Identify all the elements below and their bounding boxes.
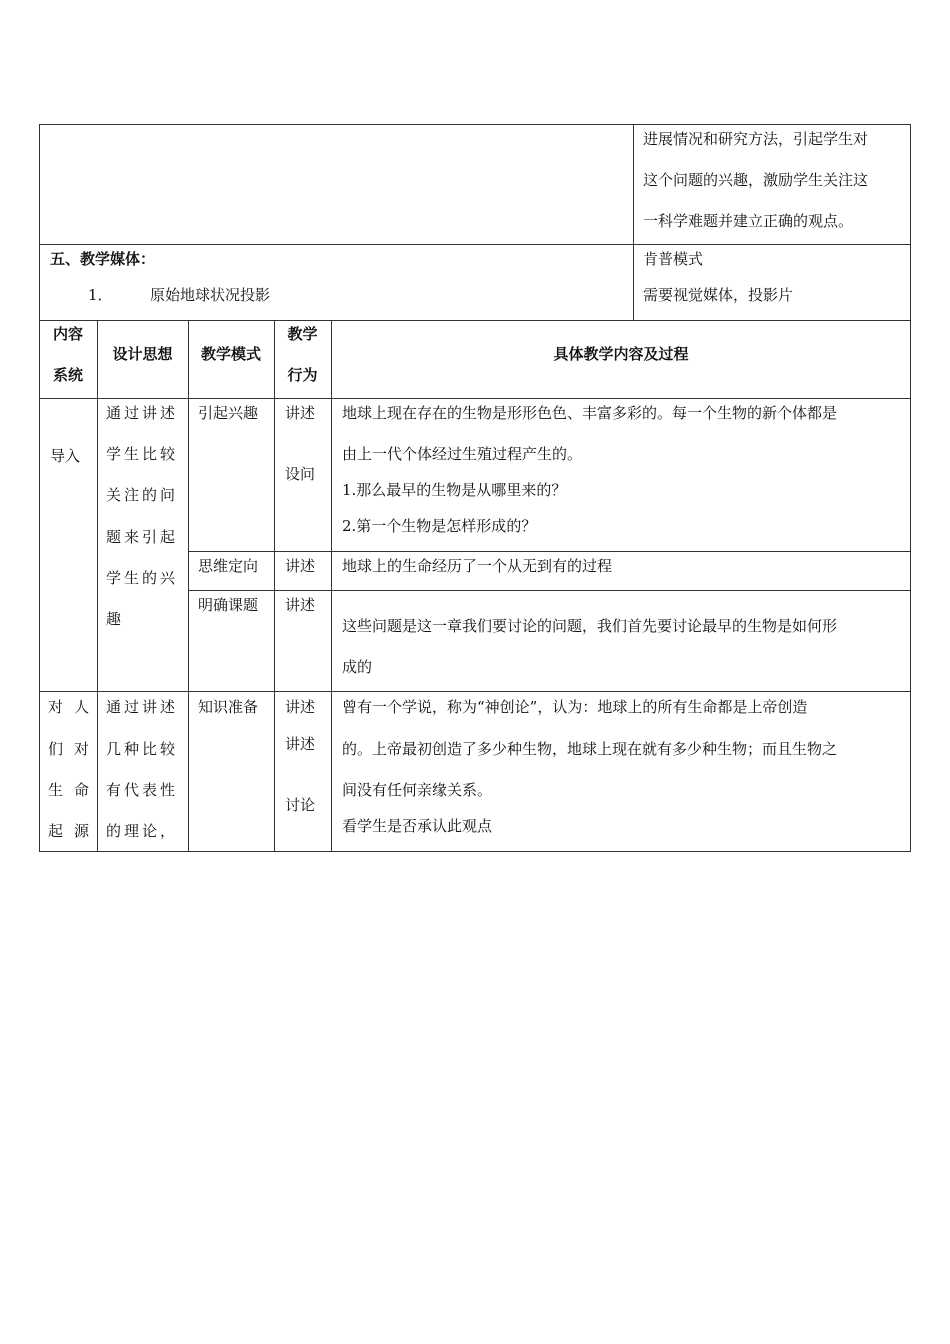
content-line: 地球上的生命经历了一个从无到有的过程 xyxy=(342,557,613,575)
media-heading: 五、教学媒体： xyxy=(50,250,156,268)
design-line: 趣 xyxy=(106,610,122,628)
behavior-narrate: 讲述 xyxy=(285,735,316,753)
top-right-line: 进展情况和研究方法，引起学生对 xyxy=(643,130,869,148)
design-line: 几种比较 xyxy=(106,740,179,758)
mode-arouse-interest: 引起兴趣 xyxy=(198,404,259,422)
mode-thinking-orientation: 思维定向 xyxy=(198,557,259,575)
top-col-divider xyxy=(633,124,634,321)
design-line: 学生比较 xyxy=(106,445,179,463)
system-line: 生命 xyxy=(48,781,101,799)
content-line: 看学生是否承认此观点 xyxy=(342,817,493,835)
top-row-divider xyxy=(39,244,911,245)
header-teaching-behavior: 行为 xyxy=(287,366,318,384)
behavior-discuss: 讨论 xyxy=(285,796,316,814)
system-line: 们对 xyxy=(48,740,101,758)
content-line: 曾有一个学说，称为“神创论”，认为：地球上的所有生命都是上帝创造 xyxy=(342,698,808,716)
header-teaching-behavior: 教学 xyxy=(287,325,318,343)
header-teaching-mode: 教学模式 xyxy=(200,345,261,363)
system-line: 对人 xyxy=(48,698,101,716)
content-line: 由上一代个体经过生殖过程产生的。 xyxy=(342,445,583,463)
content-line: 1.那么最早的生物是从哪里来的？ xyxy=(342,481,567,499)
row-line-b xyxy=(188,590,911,591)
col-line-3 xyxy=(274,320,275,851)
header-design-idea: 设计思想 xyxy=(112,345,173,363)
behavior-question: 设问 xyxy=(285,465,316,483)
design-line: 学生的兴 xyxy=(106,569,179,587)
behavior-narrate: 讲述 xyxy=(285,557,316,575)
design-line: 的理论， xyxy=(106,822,179,840)
col-line-1 xyxy=(97,320,98,851)
mode-knowledge-prep: 知识准备 xyxy=(198,698,259,716)
behavior-narrate: 讲述 xyxy=(285,698,316,716)
behavior-narrate: 讲述 xyxy=(285,596,316,614)
header-content-system: 内容 xyxy=(52,325,83,343)
top-right-line: 这个问题的兴趣，激励学生关注这 xyxy=(643,171,869,189)
content-line: 的。上帝最初创造了多少种生物，地球上现在就有多少种生物；而且生物之 xyxy=(342,740,838,758)
header-content-system: 系统 xyxy=(52,366,83,384)
content-line: 地球上现在存在的生物是形形色色、丰富多彩的。每一个生物的新个体都是 xyxy=(342,404,838,422)
row-line-a xyxy=(188,551,911,552)
content-line: 成的 xyxy=(342,658,373,676)
design-line: 关注的问 xyxy=(106,486,179,504)
media-requirement: 需要视觉媒体，投影片 xyxy=(643,286,794,304)
mode-clarify-topic: 明确课题 xyxy=(198,596,259,614)
design-line: 通过讲述 xyxy=(106,698,179,716)
section-divider xyxy=(39,691,911,692)
col-line-4 xyxy=(331,320,332,851)
content-line: 2.第一个生物是怎样形成的？ xyxy=(342,517,537,535)
header-bottom-line xyxy=(39,398,911,399)
content-line: 这些问题是这一章我们要讨论的问题，我们首先要讨论最早的生物是如何形 xyxy=(342,617,838,635)
media-item-text: 原始地球状况投影 xyxy=(150,286,271,304)
system-line: 起源 xyxy=(48,822,101,840)
design-line: 通过讲述 xyxy=(106,404,179,422)
teaching-model: 肯普模式 xyxy=(643,250,704,268)
content-line: 间没有任何亲缘关系。 xyxy=(342,781,493,799)
section1-system: 导入 xyxy=(50,447,81,465)
behavior-narrate: 讲述 xyxy=(285,404,316,422)
design-line: 题来引起 xyxy=(106,528,179,546)
top-right-line: 一科学难题并建立正确的观点。 xyxy=(643,212,854,230)
header-content-process: 具体教学内容及过程 xyxy=(553,345,689,363)
media-item-number: 1． xyxy=(88,286,113,304)
col-line-2 xyxy=(188,320,189,851)
design-line: 有代表性 xyxy=(106,781,179,799)
